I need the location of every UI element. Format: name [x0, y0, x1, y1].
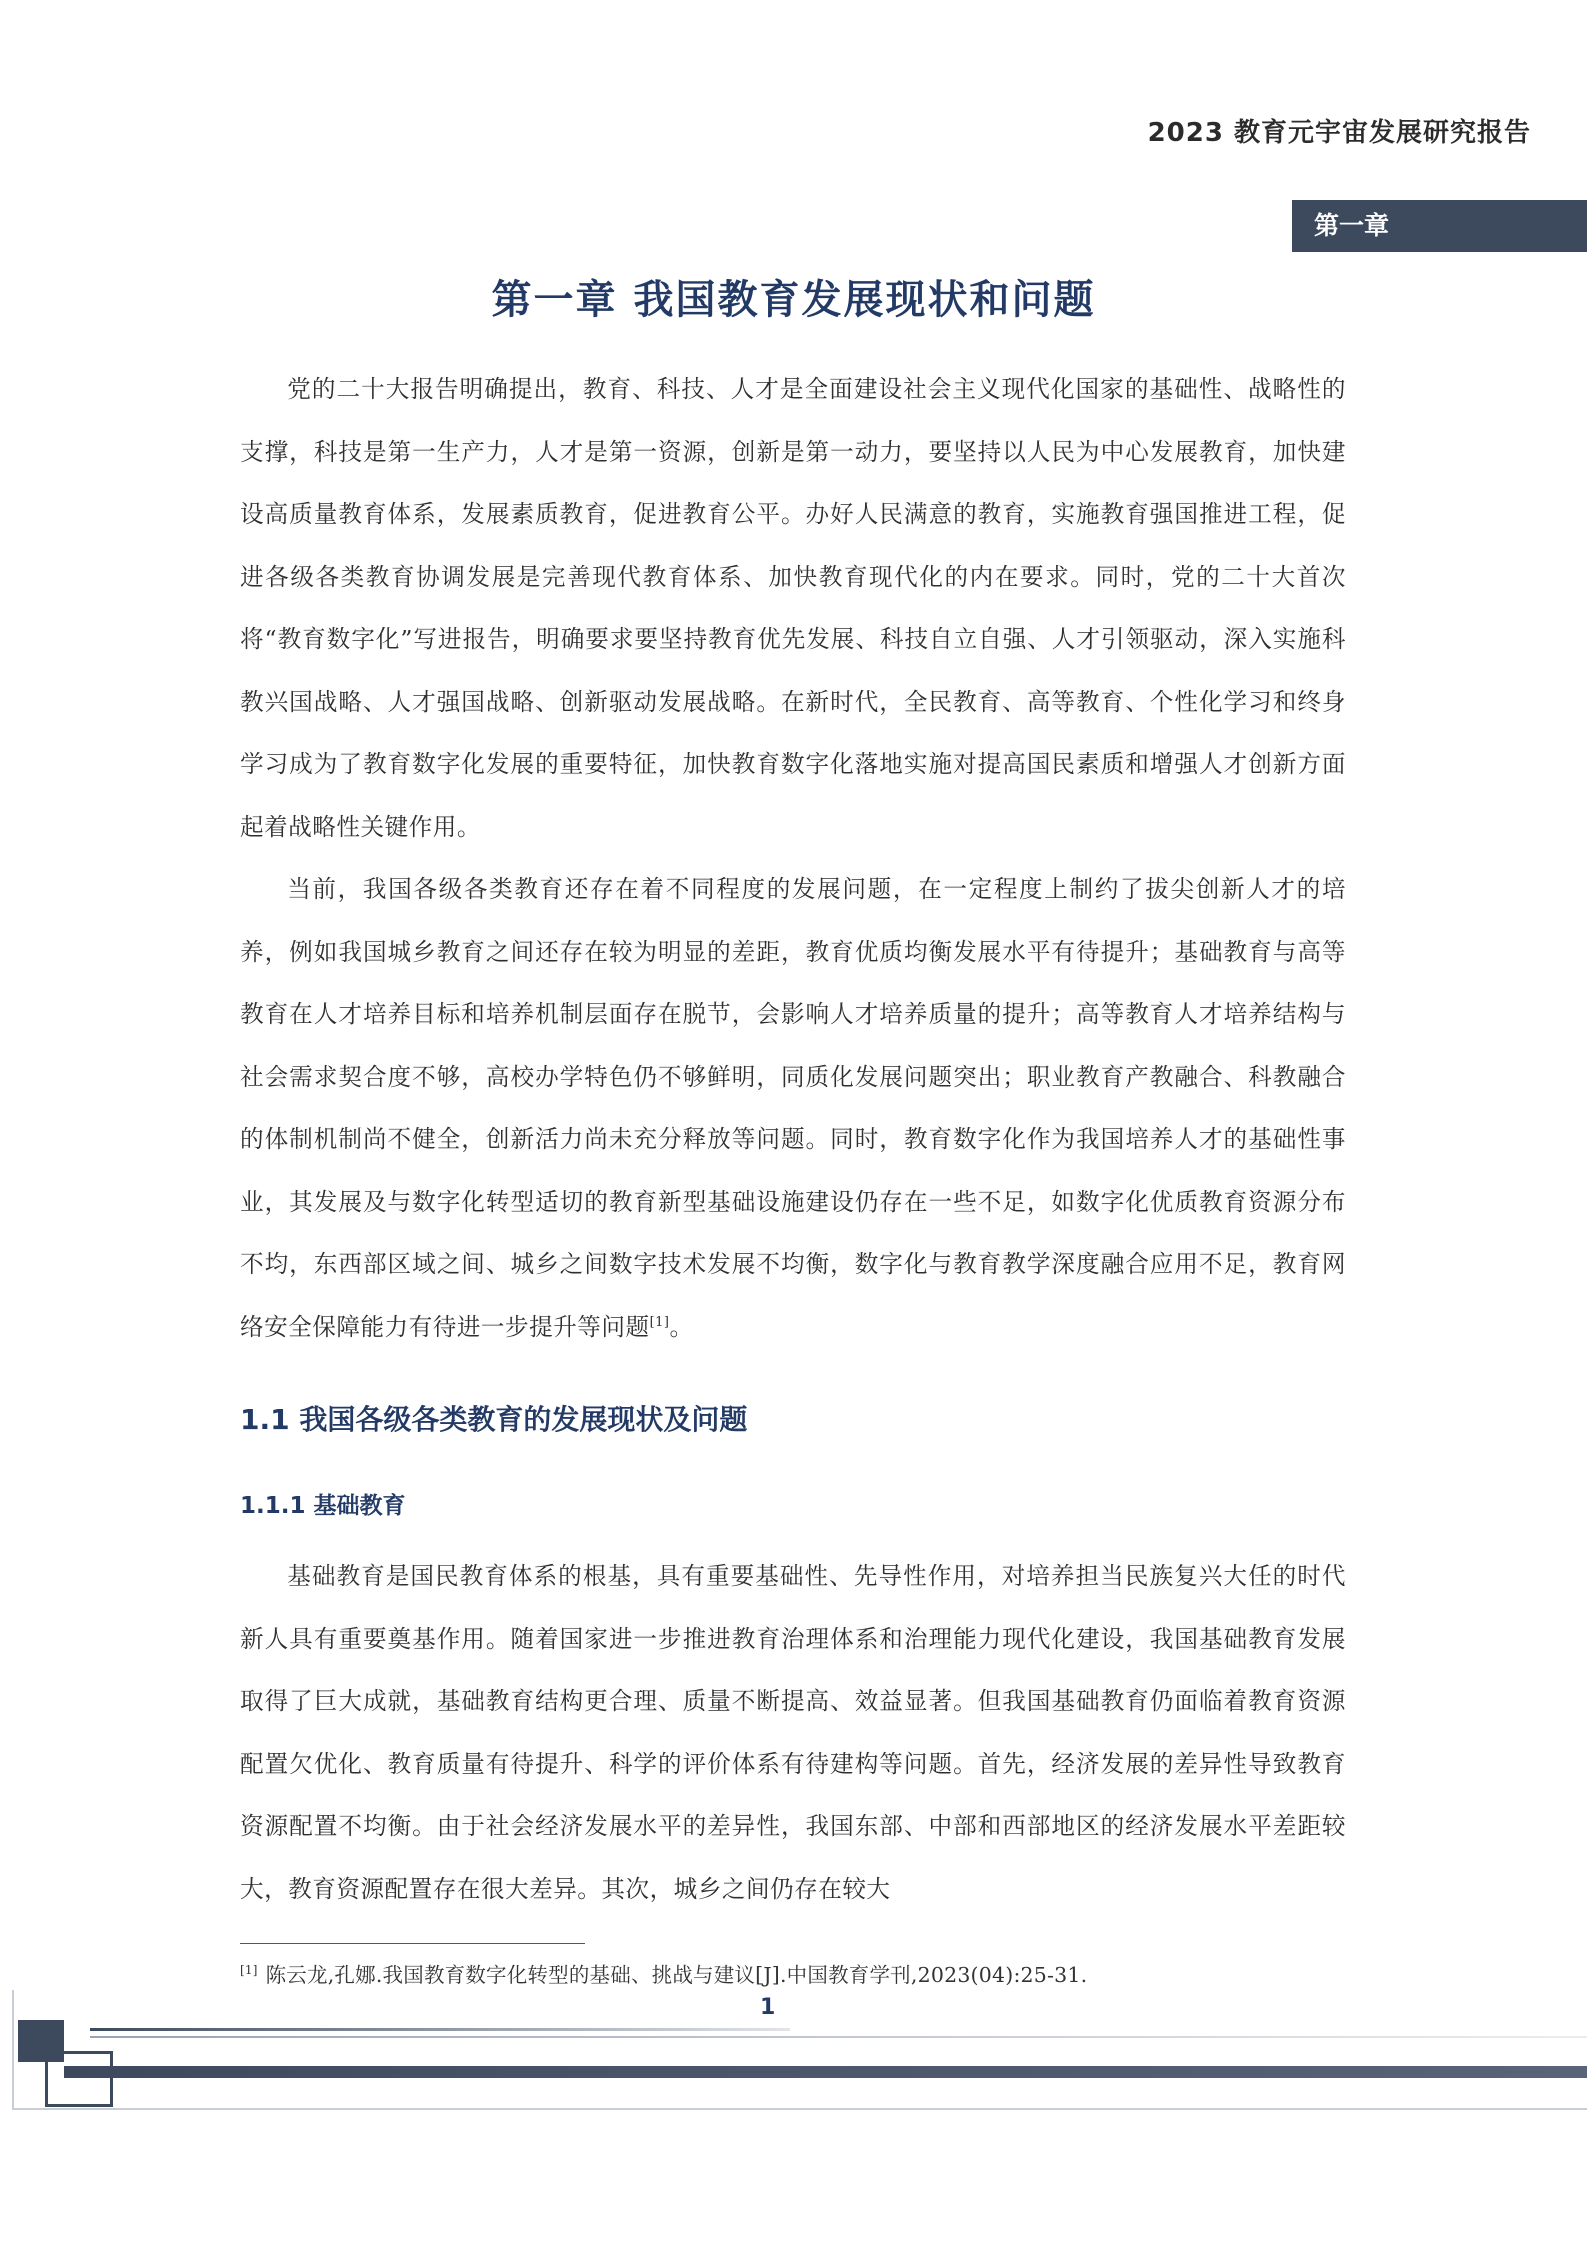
paragraph-intro: 党的二十大报告明确提出，教育、科技、人才是全面建设社会主义现代化国家的基础性、战略性的支撑，科技是第一生产力，人才是第一资源，创新是第一动力，要坚持以人民为中心发展教育，加快建设高质量教育体系，发展素质教育，促进教育公平。办好人民满意的教育，实施教育强国推进工程，促进各级各类教育协调发展是完善现代教育体系、加快教育现代化的内在要求。同时，党的二十大首次将“教育数字化”写进报告，明确要求要坚持教育优先发展、科技自立自强、人才引领驱动，深入实施科教兴国战略、人才强国战略、创新驱动发展战略。在新时代，全民教育、高等教育、个性化学习和终身学习成为了教育数字化发展的重要特征，加快教育数字化落地实施对提高国民素质和增强人才创新方面起着战略性关键作用。	[240, 375, 1346, 841]
footer-decoration-bar	[64, 2066, 1587, 2078]
footer-decoration-line	[12, 2108, 1587, 2110]
running-header-title: 2023 教育元宇宙发展研究报告	[1147, 118, 1531, 148]
subsection-heading: 1.1.1 基础教育	[240, 1493, 406, 1519]
paragraph-problems	[240, 858, 1346, 1358]
footer-decoration-line	[90, 2036, 1587, 2038]
paragraph-basic-education: 基础教育是国民教育体系的根基，具有重要基础性、先导性作用，对培养担当民族复兴大任的时代新人具有重要奠基作用。随着国家进一步推进教育治理体系和治理能力现代化建设，我国基础教育发展取得了巨大成就，基础教育结构更合理、质量不断提高、效益显著。但我国基础教育仍面临着教育资源配置欠优化、教育质量有待提升、科学的评价体系有待建构等问题。首先，经济发展的差异性导致教育资源配置不均衡。由于社会经济发展水平的差异性，我国东部、中部和西部地区的经济发展水平差距较大，教育资源配置存在很大差异。其次，城乡之间仍存在较大	[240, 1562, 1346, 1903]
paragraph-problems-text: 当前，我国各级各类教育还存在着不同程度的发展问题，在一定程度上制约了拔尖创新人才的培养，例如我国城乡教育之间还存在较为明显的差距，教育优质均衡发展水平有待提升；基础教育与高等教育在人才培养目标和培养机制层面存在脱节，会影响人才培养质量的提升；高等教育人才培养结构与社会需求契合度不够，高校办学特色仍不够鲜明，同质化发展问题突出；职业教育产教融合、科教融合的体制机制尚不健全，创新活力尚未充分释放等问题。同时，教育数字化作为我国培养人才的基础性事业，其发展及与数字化转型适切的教育新型基础设施建设仍存在一些不足，如数字化优质教育资源分布不均，东西部区域之间、城乡之间数字技术发展不均衡，数字化与教育教学深度融合应用不足，教育网络安全保障能力有待进一步提升等问题	[240, 875, 1346, 1341]
footnote	[240, 1958, 1346, 1988]
chapter-tab: 第一章	[1292, 200, 1587, 252]
footer-decoration-square-outline	[45, 2051, 113, 2107]
footnote-reference[interactable]: [1]	[649, 1314, 670, 1330]
section-heading: 1.1 我国各级各类教育的发展现状及问题	[240, 1403, 748, 1436]
footer-decoration-vline	[12, 1990, 14, 2110]
chapter-title: 第一章 我国教育发展现状和问题	[491, 277, 1096, 323]
footer-decoration-line	[90, 2028, 790, 2031]
page-number: 1	[760, 1995, 776, 2020]
footnote-text: 陈云龙,孔娜.我国教育数字化转型的基础、挑战与建议[J].中国教育学刊,2023(04):25-31.	[265, 1963, 1088, 1987]
paragraph-problems-end: 。	[669, 1312, 694, 1341]
footnote-divider	[240, 1943, 585, 1944]
footnote-marker: [1]	[240, 1963, 258, 1978]
